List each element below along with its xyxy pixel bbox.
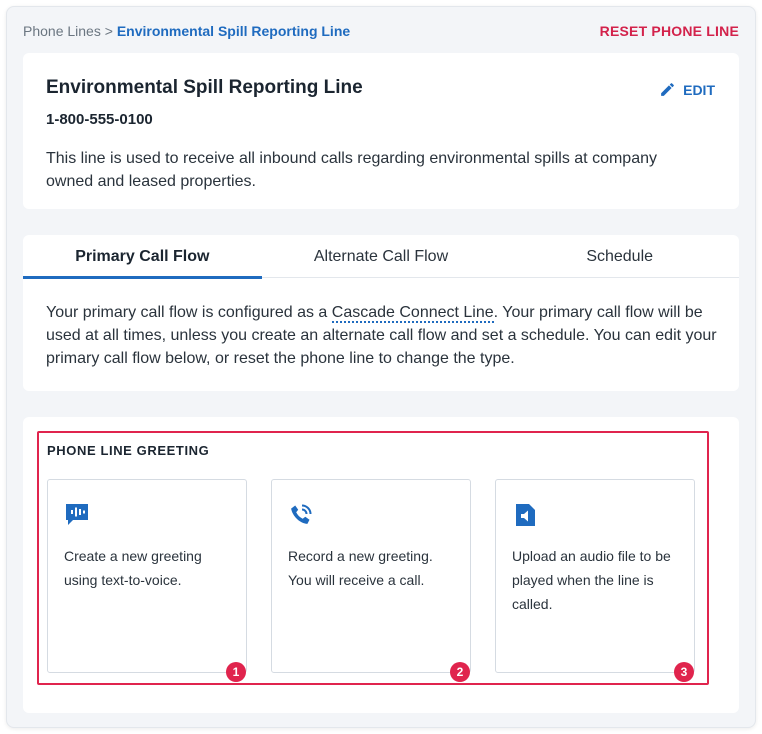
- greeting-option-text-to-voice[interactable]: [47, 479, 247, 679]
- greeting-option-record[interactable]: [271, 479, 471, 679]
- pencil-icon: [659, 81, 676, 98]
- primary-flow-text-before: Your primary call flow is configured as a: [46, 304, 332, 321]
- audio-file-icon: [512, 502, 538, 528]
- tab-alternate-call-flow[interactable]: Alternate Call Flow: [313, 247, 449, 265]
- reset-phone-line-button[interactable]: RESET PHONE LINE: [599, 23, 739, 39]
- greeting-option-text: Upload an audio file to be played when the line is called.: [512, 548, 671, 612]
- line-title: Environmental Spill Reporting Line: [46, 77, 363, 98]
- primary-flow-text-after: . Your primary call flow will be used at all times, unless you create an alternate call flow and set a schedule. You can edit your primary call flow below, or reset the phone line to change the type.: [46, 304, 717, 367]
- phone-call-icon: [288, 502, 314, 528]
- call-flow-card: [23, 235, 739, 391]
- breadcrumb-separator: >: [104, 23, 113, 39]
- breadcrumb-current[interactable]: Environmental Spill Reporting Line: [116, 23, 351, 39]
- greeting-card: [23, 417, 739, 713]
- greeting-section-title: PHONE LINE GREETING: [47, 443, 210, 458]
- primary-flow-description: [46, 301, 726, 370]
- call-flow-tabs: [23, 235, 739, 278]
- edit-button[interactable]: [659, 81, 715, 98]
- text-to-voice-icon: [64, 502, 90, 528]
- breadcrumb: [23, 23, 350, 39]
- line-type-link[interactable]: Cascade Connect Line: [331, 304, 494, 321]
- greeting-option-text: Create a new greeting using text-to-voice.: [64, 548, 202, 588]
- line-description: This line is used to receive all inbound calls regarding environmental spills at company owned and leased properties.: [46, 150, 657, 190]
- phone-line-panel: [6, 6, 756, 728]
- step-badge: 1: [226, 662, 246, 682]
- step-badge: 3: [674, 662, 694, 682]
- greeting-option-text: Record a new greeting. You will receive a call.: [288, 548, 433, 588]
- tab-primary-call-flow[interactable]: Primary Call Flow: [23, 235, 262, 278]
- line-info-card: [23, 53, 739, 209]
- breadcrumb-phone-lines[interactable]: Phone Lines: [23, 23, 101, 39]
- greeting-option-upload[interactable]: [495, 479, 695, 679]
- edit-label: EDIT: [683, 81, 715, 98]
- step-badge: 2: [450, 662, 470, 682]
- tab-schedule[interactable]: Schedule: [586, 247, 654, 265]
- line-phone-number: 1-800-555-0100: [46, 111, 153, 128]
